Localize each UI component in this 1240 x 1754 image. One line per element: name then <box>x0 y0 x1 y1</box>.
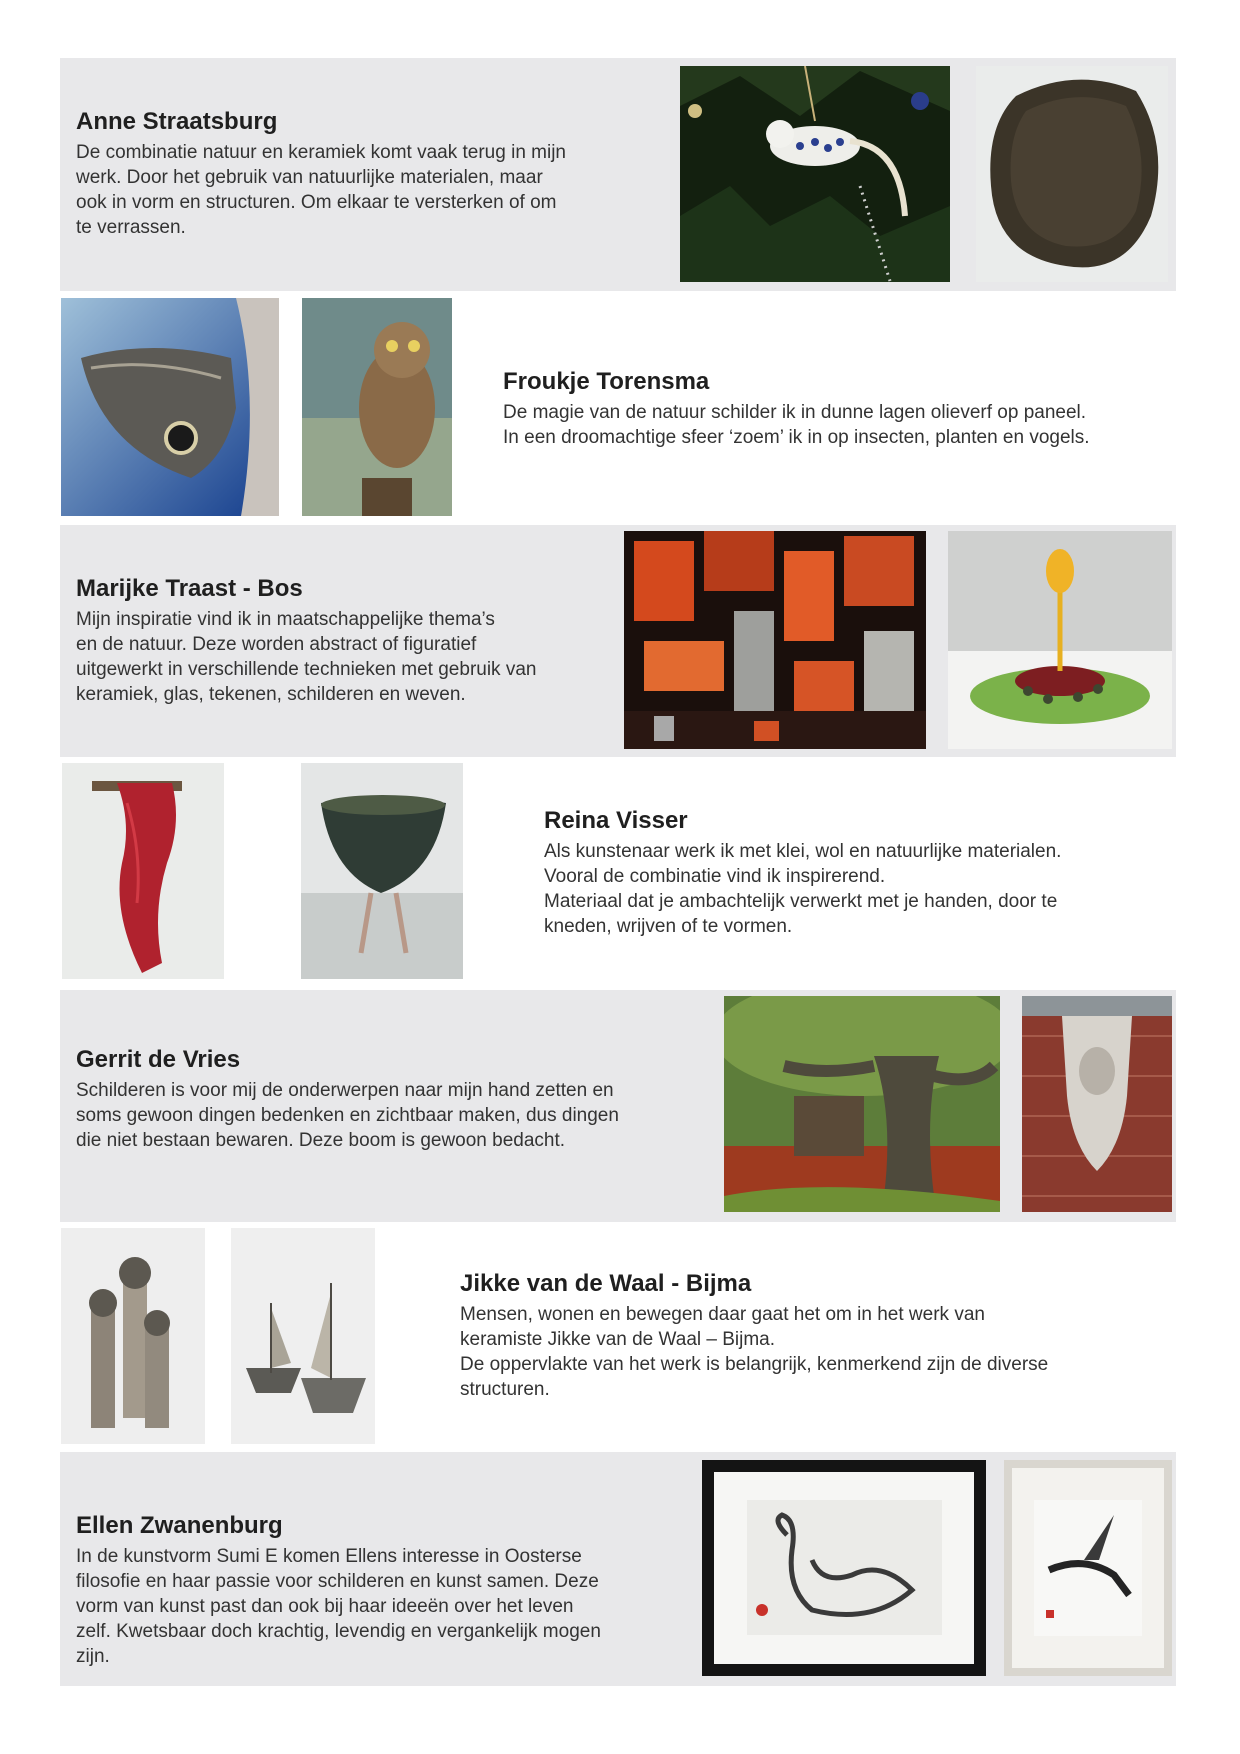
artwork-butterfly-painting <box>61 298 279 516</box>
artist-band-gerrit-de-vries <box>60 990 1176 1222</box>
artist-description: Schilderen is voor mij de onderwerpen naar mijn hand zetten en soms gewoon dingen bedenken en zichtbaar maken, dus dingen die niet bestaan bewaren. Deze boom is gewoon bedacht. <box>76 1079 619 1151</box>
artist-description: De combinatie natuur en keramiek komt vaak terug in mijn werk. Door het gebruik van natuurlijke materialen, maar ook in vorm en structuren. Om elkaar te versterken of om te verrassen. <box>76 141 567 238</box>
artist-info <box>460 1270 1160 1402</box>
artist-name: Reina Visser <box>544 807 688 834</box>
artwork-abstract-weave <box>624 531 926 749</box>
artist-name: Anne Straatsburg <box>76 108 278 135</box>
artist-band-froukje-torensma <box>60 298 1176 518</box>
artist-band-anne-straatsburg <box>60 58 1176 291</box>
artist-name: Gerrit de Vries <box>76 1046 241 1073</box>
artwork-owl-painting <box>302 298 452 516</box>
artwork-red-wool-scarf <box>62 763 224 979</box>
artist-description: Mensen, wonen en bewegen daar gaat het om in het werk van keramiste Jikke van de Waal – Bijma. De oppervlakte van het werk is belangrijk, kenmerkend zijn de diverse structuren. <box>460 1303 1049 1400</box>
artist-band-reina-visser <box>60 763 1176 985</box>
artwork-ceramic-boats <box>231 1228 375 1444</box>
artist-info <box>76 1512 696 1669</box>
artist-description: De magie van de natuur schilder ik in dunne lagen olieverf op paneel. In een droomachtige sfeer ‘zoem’ ik in op insecten, planten en vogels. <box>503 401 1090 448</box>
artwork-textured-ceramic <box>976 66 1168 282</box>
artist-info <box>544 807 1164 939</box>
artwork-framed-swan-sumi-e <box>702 1460 986 1676</box>
artwork-framed-bird-sumi-e <box>1004 1460 1172 1676</box>
artwork-ornamental-face-relief <box>1022 996 1172 1212</box>
artist-name: Jikke van de Waal - Bijma <box>460 1270 752 1297</box>
artist-name: Ellen Zwanenburg <box>76 1512 283 1539</box>
artwork-tree-painting <box>724 996 1000 1212</box>
artwork-bird-ornament <box>680 66 950 282</box>
artist-description: Mijn inspiratie vind ik in maatschappelijke thema’s en de natuur. Deze worden abstract of figuratief uitgewerkt in verschillende technieken met gebruik van keramiek, glas, tekenen, schilderen en weven. <box>76 608 537 705</box>
artwork-ceramic-pot-with-feet <box>301 763 463 979</box>
artist-info <box>503 368 1163 450</box>
artist-description: In de kunstvorm Sumi E komen Ellens interesse in Oosterse filosofie en haar passie voor schilderen en kunst samen. Deze vorm van kunst past dan ook bij haar ideeën over het leven zelf. Kwetsbaar doch krachtig, levendig en vergankelijk mogen zijn. <box>76 1545 601 1667</box>
artist-description: Als kunstenaar werk ik met klei, wol en natuurlijke materialen. Vooral de combinatie vind ik inspirerend. Materiaal dat je ambachtelijk verwerkt met je handen, door te kneden, wrijven of te vormen. <box>544 840 1062 937</box>
artist-name: Froukje Torensma <box>503 368 710 395</box>
artwork-ceramic-figures <box>61 1228 205 1444</box>
artist-info <box>76 1046 716 1153</box>
artist-band-ellen-zwanenburg <box>60 1452 1176 1686</box>
artist-info <box>76 108 676 240</box>
artwork-glass-sculpture <box>948 531 1172 749</box>
artist-info <box>76 575 616 707</box>
artist-name: Marijke Traast - Bos <box>76 575 303 602</box>
artist-band-marijke-traast-bos <box>60 525 1176 757</box>
artist-band-jikke-van-de-waal-bijma <box>60 1228 1176 1446</box>
